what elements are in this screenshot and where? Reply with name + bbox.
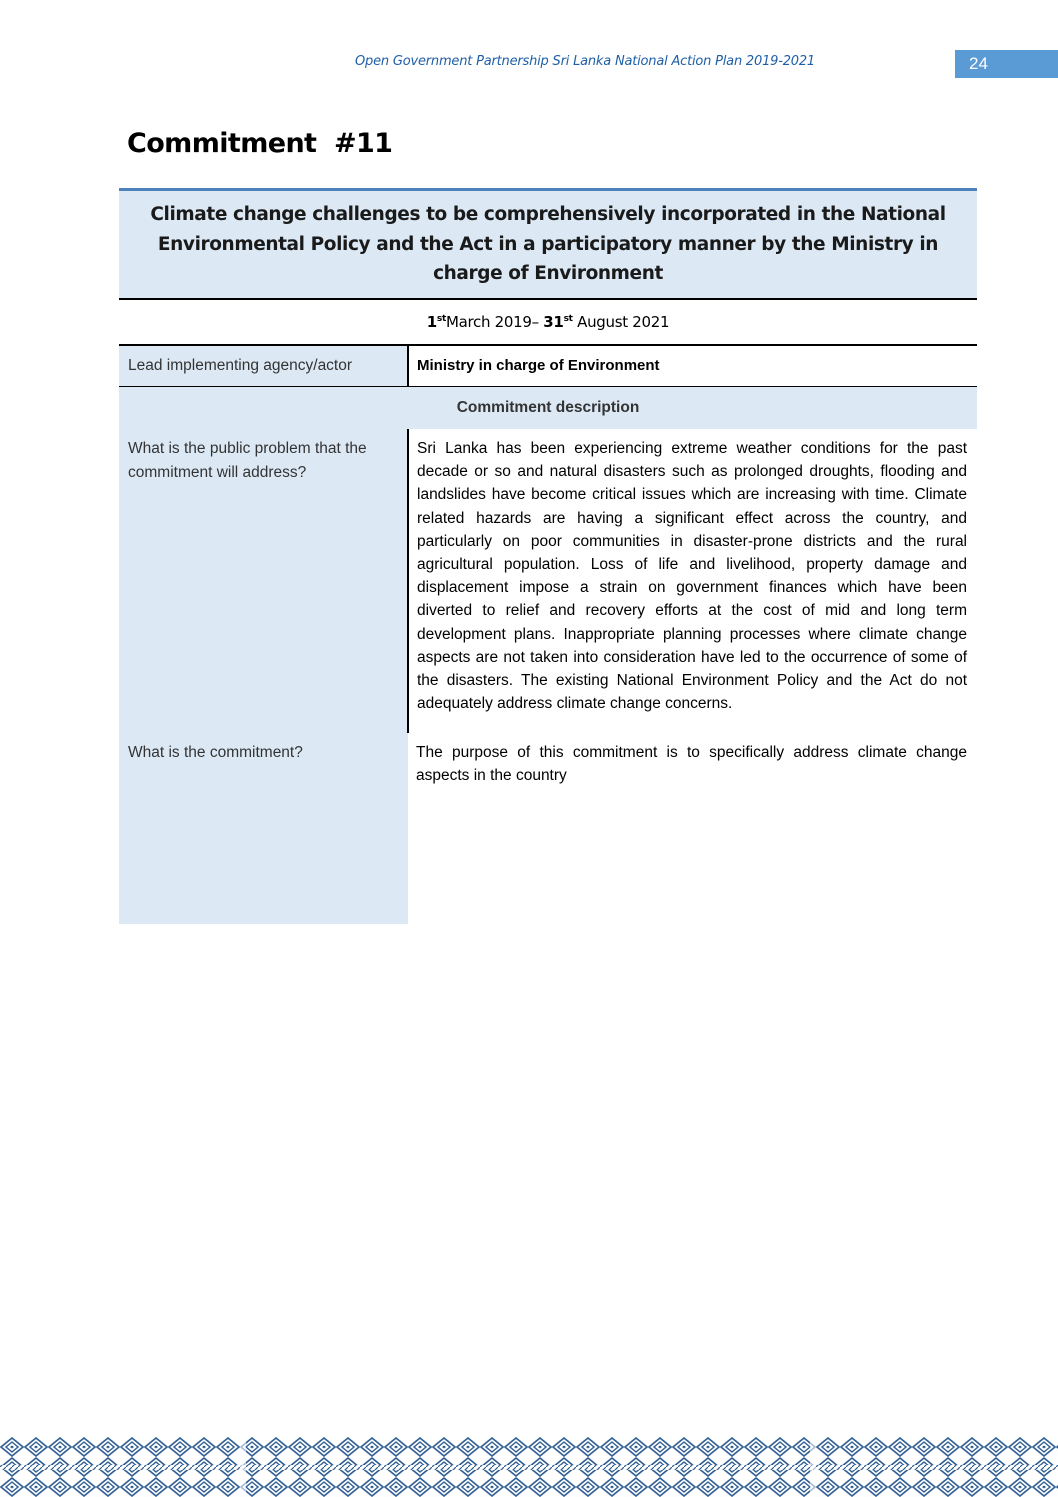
problem-text: Sri Lanka has been experiencing extreme weather conditions for the past decade or so and natural disasters such as prolonged droughts, flooding and landslides have become critical issues which are increasing with time. Climate related hazards are having a significant effect across the country, and particularly on poor communities in disaster-prone districts and the rural agricultural population. Loss of life and livelihood, property damage and displacement impose a strain on government finances which have been diverted to relief and recovery efforts at the cost of mid and long term development plans. Inappropriate planning processes where climate change aspects are not taken into consideration have led to the occurrence of some of the disasters. The existing National Environment Policy and the Act do not adequately address climate change concerns. xyxy=(408,429,977,733)
decorative-footer-pattern xyxy=(0,1437,1058,1497)
page-number-badge: 24 xyxy=(955,50,1058,78)
problem-label: What is the public problem that the commitment will address? xyxy=(119,429,408,733)
commitment-text: The purpose of this commitment is to specifically address climate change aspects in the country xyxy=(416,744,968,785)
running-header-title: Open Government Partnership Sri Lanka National Action Plan 2019-2021 xyxy=(355,54,815,69)
start-day: 1 xyxy=(426,313,437,331)
commitment-label: What is the commitment? xyxy=(119,733,408,924)
end-rest: August 2021 xyxy=(572,313,670,331)
start-rest: March 2019– xyxy=(445,313,544,331)
end-day-suffix: st xyxy=(563,314,573,324)
lead-agency-label: Lead implementing agency/actor xyxy=(119,345,408,387)
commitment-period xyxy=(119,299,977,345)
lead-agency-value: Ministry in charge of Environment xyxy=(408,345,977,387)
end-day: 31 xyxy=(543,313,564,331)
commitment-table xyxy=(119,188,977,924)
commitment-description-header: Commitment description xyxy=(119,387,977,430)
start-day-suffix: st xyxy=(436,314,446,324)
commitment-title: Climate change challenges to be comprehensively incorporated in the National Environmental Policy and the Act in a participatory manner by the Ministry in charge of Environment xyxy=(119,190,977,300)
commitment-heading: Commitment #11 xyxy=(127,128,393,159)
